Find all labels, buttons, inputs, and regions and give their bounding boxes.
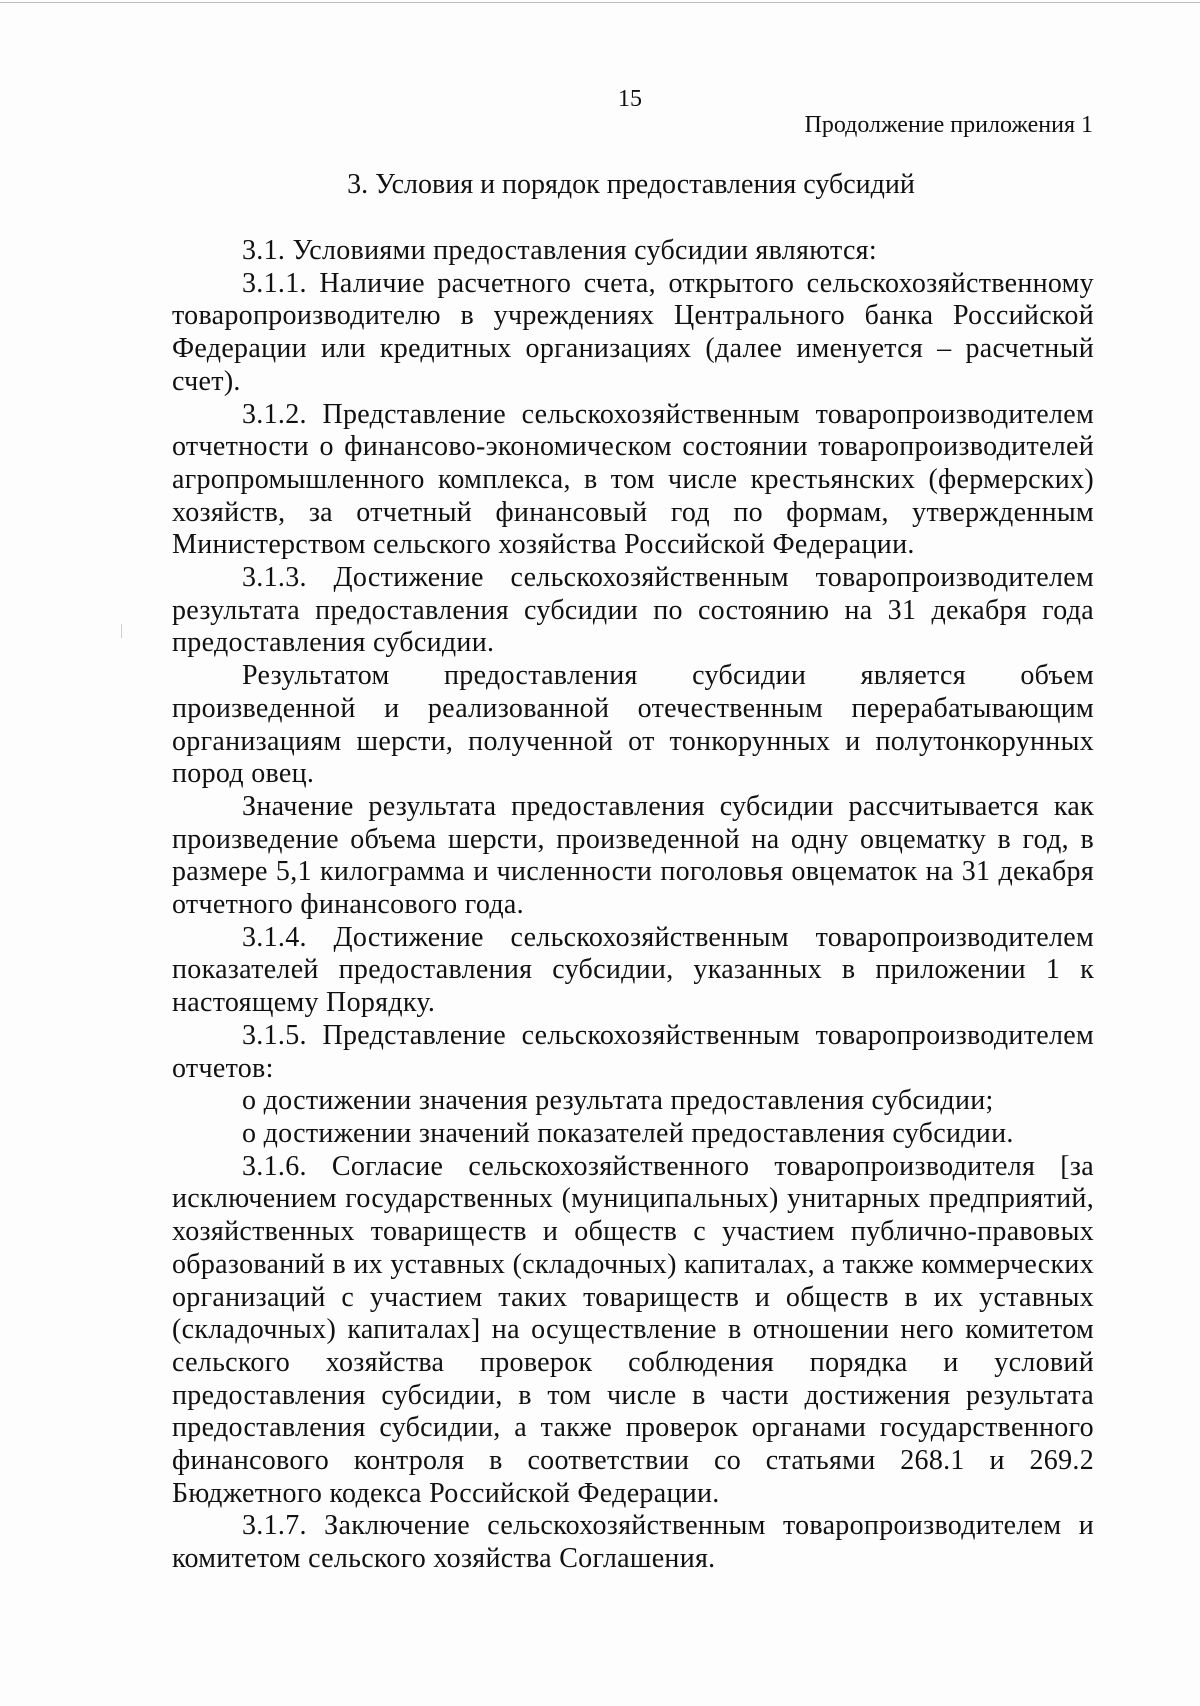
paragraph-report-result: о достижении значения результата предоставления субсидии; (242, 1085, 994, 1117)
paragraph-result-definition: Результатом предоставления субсидии является объем произведенной и реализованной отечественным перерабатывающим организациям шерсти, полученной от тонкорунных и полутонкорунных пород овец. (172, 660, 1094, 790)
appendix-continuation-note: Продолжение приложения 1 (804, 112, 1093, 138)
paragraph-3-1-5: 3.1.5. Представление сельскохозяйственным товаропроизводителем отчетов: (172, 1019, 1094, 1084)
document-body (172, 235, 1094, 1576)
paragraph-report-indicators: о достижении значений показателей предоставления субсидии. (242, 1117, 1014, 1149)
paragraph-3-1-7: 3.1.7. Заключение сельскохозяйственным товаропроизводителем и комитетом сельского хозяйства Соглашения. (172, 1510, 1094, 1575)
paragraph-3-1: 3.1. Условиями предоставления субсидии являются: (242, 235, 877, 266)
paragraph-3-1-6: 3.1.6. Согласие сельскохозяйственного товаропроизводителя [за исключением государственных (муниципальных) унитарных предприятий, хозяйственных товариществ и обществ с участием публично-правовых образований в их уставных (складочных) капиталах, а также коммерческих организаций с участием таких товариществ и обществ в их уставных (складочных) капиталах] на осуществление в отношении него комитетом сельского хозяйства проверок соблюдения порядка и условий предоставления субсидии, в том числе в части достижения результата предоставления субсидии, а также проверок органами государственного финансового контроля в соответствии со статьями 268.1 и 269.2 Бюджетного кодекса Российской Федерации. (172, 1150, 1094, 1509)
paragraph-3-1-4: 3.1.4. Достижение сельскохозяйственным товаропроизводителем показателей предоставления субсидии, указанных в приложении 1 к настоящему Порядку. (172, 921, 1094, 1019)
paragraph-3-1-3: 3.1.3. Достижение сельскохозяйственным товаропроизводителем результата предоставления субсидии по состоянию на 31 декабря года предоставления субсидии. (172, 562, 1094, 659)
scan-artifact-mark (121, 624, 122, 638)
paragraph-3-1-1: 3.1.1. Наличие расчетного счета, открытого сельскохозяйственному товаропроизводителю в учреждениях Центрального банка Российской Федерации или кредитных организациях (далее именуется – расчетный счет). (172, 267, 1094, 397)
paragraph-result-calculation: Значение результата предоставления субсидии рассчитывается как произведение объема шерсти, произведенной на одну овцематку в год, в размере 5,1 килограмма и численности поголовья овцематок на 31 декабря отчетного финансового года. (172, 790, 1094, 921)
scan-top-edge (0, 2, 1200, 3)
paragraph-3-1-2: 3.1.2. Представление сельскохозяйственным товаропроизводителем отчетности о финансово-экономическом состоянии товаропроизводителей агропромышленного комплекса, в том числе крестьянских (фермерских) хозяйств, за отчетный финансовый год по формам, утвержденным Министерством сельского хозяйства Российской Федерации. (172, 398, 1094, 561)
section-title: 3. Условия и порядок предоставления субсидий (347, 169, 915, 200)
page-number: 15 (618, 86, 642, 112)
